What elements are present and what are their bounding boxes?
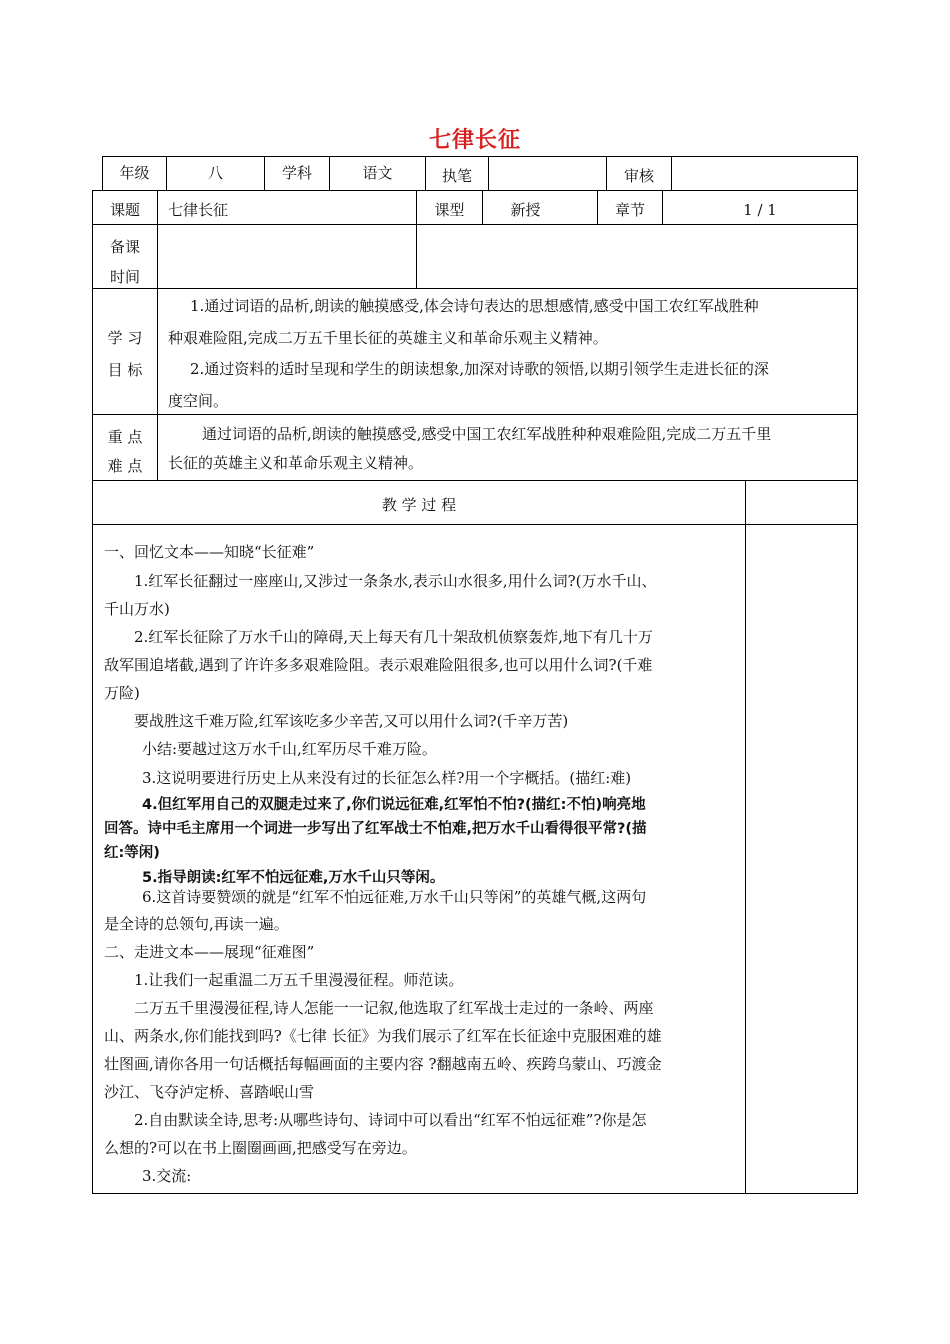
process-line: 敌军围追堵截,遇到了许许多多艰难险阻。表示艰难险阻很多,也可以用什么词?(千难 [104,656,653,674]
author-label: 执笔 [441,167,472,185]
grade-value: 八 [207,164,223,182]
chapter-value: 1 / 1 [743,201,777,219]
process-line: 山、两条水,你们能找到吗?《七律 长征》为我们展示了红军在长征途中克服困难的雄 [104,1027,662,1045]
type-value: 新授 [510,201,541,219]
objectives-label: 学 习 目 标 [107,329,143,379]
key-points-label: 重 点 难 点 [107,428,143,475]
process-line: 壮图画,请你各用一句话概括每幅画面的主要内容 ?翻越南五岭、疾跨乌蒙山、巧渡金 [104,1055,662,1073]
process-line: 3.这说明要进行历史上从来没有过的长征怎么样?用一个字概括。(描红:难) [142,769,632,787]
process-line: 4.但红军用自己的双腿走过来了,你们说远征难,红军怕不怕?(描红:不怕)响亮地 [142,797,646,813]
topic-value: 七律长征 [168,201,229,219]
prep-time-label: 备课 时间 [109,238,140,286]
process-line: 二万五千里漫漫征程,诗人怎能一一记叙,他选取了红军战士走过的一条岭、两座 [134,999,654,1017]
key-points-text: 通过词语的品析,朗读的触摸感受,感受中国工农红军战胜种种艰难险阻,完成二万五千里 长征的英雄主义和革命乐观主义精神。 [168,425,772,472]
subject-label: 学科 [281,164,312,182]
process-line: 5.指导朗读:红军不怕远征难,万水千山只等闲。 [142,870,445,886]
process-line: 回答。诗中毛主席用一个词进一步写出了红军战士不怕难,把万水千山看得很平常?(描 [104,821,647,837]
chapter-label: 章节 [614,201,645,219]
process-line: 2.自由默读全诗,思考:从哪些诗句、诗词中可以看出“红军不怕远征难”?你是怎 [134,1111,647,1129]
process-line: 沙江、飞夺泸定桥、喜踏岷山雪 [104,1083,315,1101]
process-line: 1.红军长征翻过一座座山,又涉过一条条水,表示山水很多,用什么词?(万水千山、 [134,572,657,590]
objectives-text: 1.通过词语的品析,朗读的触摸感受,体会诗句表达的思想感情,感受中国工农红军战胜种 种艰难险阻,完成二万五千里长征的英雄主义和革命乐观主义精神。 2.通过资料的适时呈现和学生的朗读想象,加深对诗歌的领悟,以期引领学生走进长征的深 度空间。 [168,297,769,410]
review-label: 审核 [623,167,654,185]
type-label: 课型 [434,201,465,219]
process-heading: 教 学 过 程 [381,496,457,514]
process-line: 6.这首诗要赞颂的就是“红军不怕远征难,万水千山只等闲”的英雄气概,这两句 [142,888,647,906]
process-line: 3.交流: [142,1167,192,1185]
process-line: 是全诗的总领句,再读一遍。 [104,915,289,933]
topic-label: 课题 [109,201,140,219]
process-line: 一、回忆文本——知晓“长征难” [104,543,315,561]
process-line: 红:等闲) [104,845,160,861]
process-line: 要战胜这千难万险,红军该吃多少辛苦,又可以用什么词?(千辛万苦) [134,712,569,730]
process-line: 千山万水) [104,600,170,618]
page-title: 七律长征 [428,127,521,153]
process-line: 小结:要越过这万水千山,红军历尽千难万险。 [142,740,437,758]
process-line: 二、走进文本——展现“征难图” [104,943,315,961]
subject-value: 语文 [362,164,393,182]
process-line: 万险) [104,684,140,702]
process-line: 么想的?可以在书上圈圈画画,把感受写在旁边。 [104,1139,417,1157]
process-line: 1.让我们一起重温二万五千里漫漫征程。师范读。 [134,971,464,989]
process-line: 2.红军长征除了万水千山的障碍,天上每天有几十架敌机侦察轰炸,地下有几十万 [134,628,653,646]
grade-label: 年级 [119,164,150,182]
